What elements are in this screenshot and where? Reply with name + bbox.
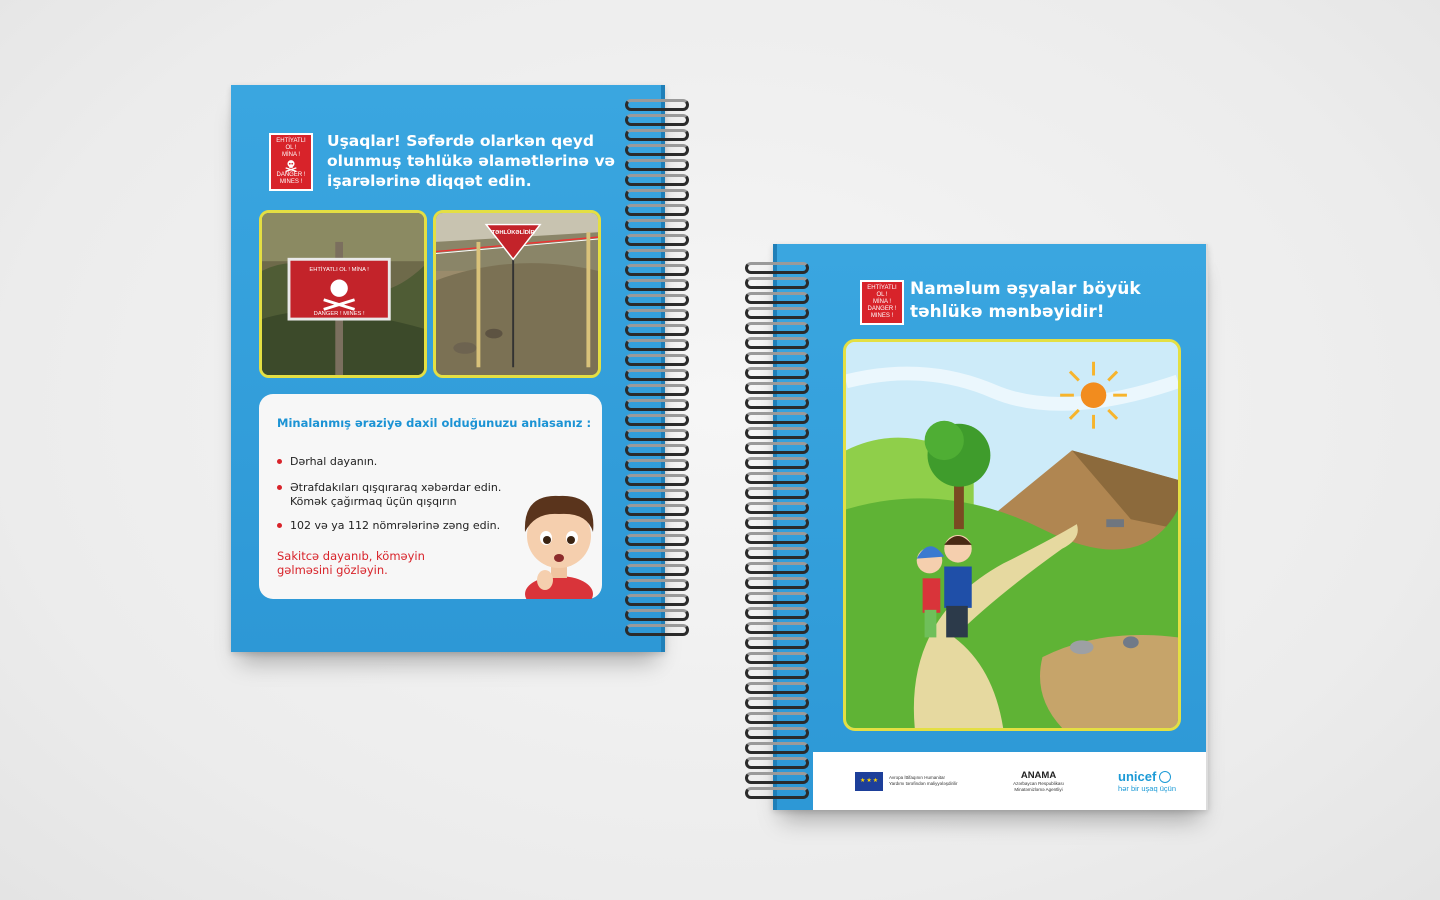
- danger-sign-bottom-text: DANGER ! MINES !: [867, 306, 897, 319]
- partner-logos-footer: [813, 752, 1206, 810]
- children-on-path-illustration: [843, 339, 1181, 731]
- instructions-card: [259, 394, 602, 599]
- unicef-name: unicef: [1118, 769, 1157, 784]
- spiral-binding: [625, 99, 689, 639]
- anama-logo: [999, 770, 1079, 793]
- photo-sign-text-bottom: DANGER ! MINES !: [313, 311, 365, 318]
- mine-sign-photo: [259, 210, 427, 378]
- left-notebook: [231, 85, 665, 652]
- instruction-item: [277, 455, 497, 469]
- unicef-name-row: [1118, 769, 1176, 784]
- danger-sign-bottom-text: DANGER ! MINES !: [276, 172, 306, 185]
- right-notebook-cover: [773, 244, 1208, 810]
- photo-sign-text: EHTİYATLI OL ! MİNA !: [309, 266, 369, 273]
- instruction-item: [277, 519, 517, 533]
- unicef-tagline: hər bir uşaq üçün: [1118, 784, 1176, 793]
- left-notebook-page: [231, 85, 665, 652]
- cover-headline: Naməlum əşyalar böyük təhlükə mənbəyidir!: [910, 279, 1141, 322]
- anama-name: ANAMA: [1020, 769, 1057, 781]
- anama-subtitle: Azərbaycan Respublikası Minatəmizləmə Agentliyi: [1013, 780, 1064, 792]
- eu-logo-text: Avropa İttifaqının Humanitar Yardımı tərəfindən maliyyələşdirilir: [889, 775, 958, 786]
- instruction-note: Sakitcə dayanıb, köməyin gəlməsini gözləyin.: [277, 549, 425, 577]
- instruction-text: Ətrafdakıları qışqıraraq xəbərdar edin. Kömək çağırmaq üçün qışqırın: [290, 481, 502, 508]
- danger-sign-top-text: EHTİYATLI OL ! MİNA !: [867, 285, 897, 305]
- eu-logo: [855, 772, 959, 791]
- photo-sign-text: TƏHLÜKƏLİDİR: [491, 230, 535, 237]
- instruction-text: Dərhal dayanın.: [290, 455, 378, 468]
- worried-boy-illustration: [509, 474, 609, 599]
- instruction-item: [277, 481, 517, 509]
- danger-sign: [269, 133, 313, 191]
- skull-icon: [280, 159, 302, 172]
- right-notebook: [773, 244, 1208, 810]
- spiral-binding: [745, 262, 809, 802]
- globe-icon: [1159, 771, 1171, 783]
- page-headline: Uşaqlar! Səfərdə olarkən qeyd olunmuş təhlükə əlamətlərinə və işarələrinə diqqət edin.: [327, 132, 616, 190]
- instruction-text: 102 və ya 112 nömrələrinə zəng edin.: [290, 519, 501, 532]
- danger-sign-top-text: EHTİYATLI OL ! MİNA !: [276, 138, 306, 158]
- instructions-title: Minalanmış əraziyə daxil olduğunuzu anlasanız :: [277, 416, 592, 430]
- danger-sign: [860, 280, 904, 325]
- minefield-photo: [433, 210, 601, 378]
- unicef-logo: [1118, 769, 1176, 793]
- eu-flag-icon: [855, 772, 883, 791]
